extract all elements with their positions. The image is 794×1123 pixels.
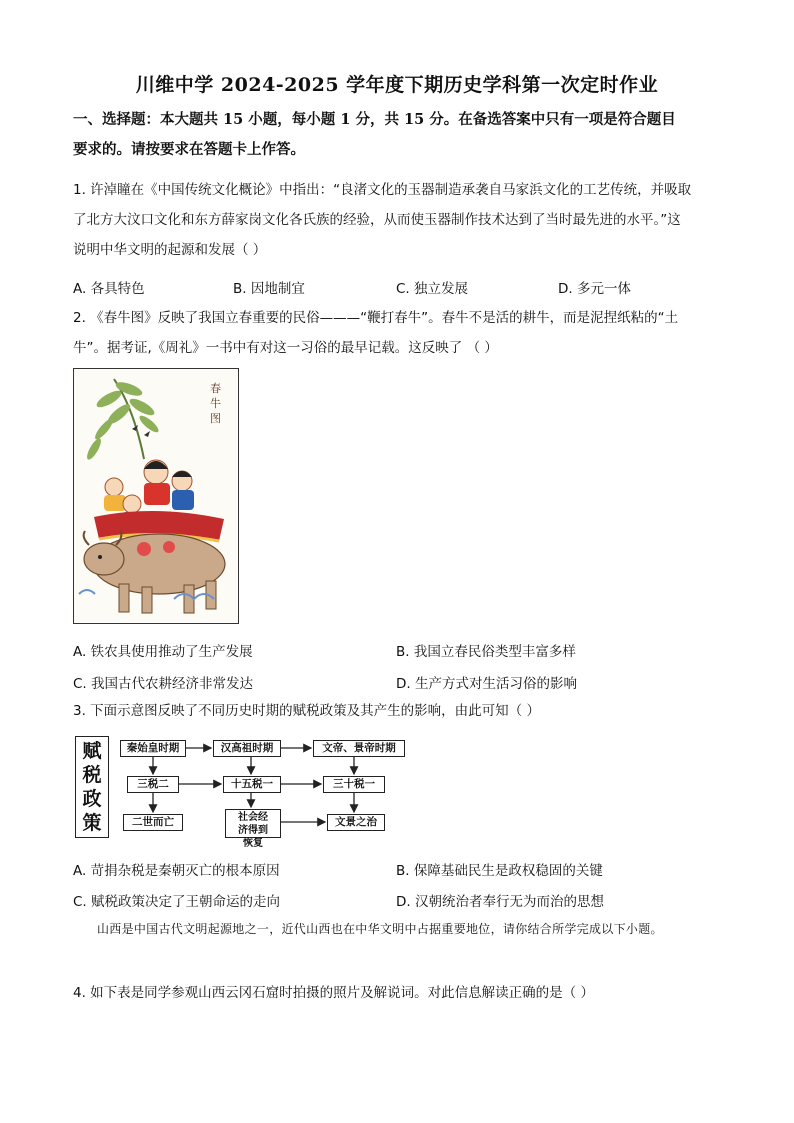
question-1-line: 1. 许淖瞳在《中国传统文化概论》中指出：“良渚文化的玉器制造承袭自马家浜文化的工艺传统，并吸取 <box>73 182 692 198</box>
question-4-stem <box>73 978 725 1008</box>
question-1-stem <box>73 175 725 265</box>
diagram-box: 十五税一 <box>223 776 281 793</box>
question-3-line: 3. 下面示意图反映了不同历史时期的赋税政策及其产生的影响，由此可知（ ） <box>73 703 540 719</box>
page-title: 川维中学 2024-2025 学年度下期历史学科第一次定时作业 <box>135 74 659 96</box>
option-b[interactable]: B. 保障基础民生是政权稳固的关键 <box>396 863 603 879</box>
question-3-stem <box>73 696 725 726</box>
option-c[interactable]: C. 独立发展 <box>396 281 469 297</box>
diagram-box: 三税二 <box>127 776 179 793</box>
question-3-options-row1 <box>73 859 733 887</box>
option-c[interactable]: C. 赋税政策决定了王朝命运的走向 <box>73 894 281 910</box>
spring-ox-painting <box>73 368 239 624</box>
option-a[interactable]: A. 各具特色 <box>73 281 145 297</box>
option-b[interactable]: B. 因地制宜 <box>233 281 305 297</box>
question-2-options-row1 <box>73 640 733 668</box>
material-intro: 山西是中国古代文明起源地之一，近代山西也在中华文明中占据重要地位，请你结合所学完成以下小题。 <box>97 922 663 936</box>
diagram-box: 文景之治 <box>327 814 385 831</box>
section-heading-line2: 要求的。请按要求在答题卡上作答。 <box>73 141 305 158</box>
diagram-box: 秦始皇时期 <box>120 740 186 757</box>
question-2-line: 2. 《春牛图》反映了我国立春重要的民俗———“鞭打春牛”。春牛不是活的耕牛，而是泥捏纸粘的“土 <box>73 310 679 326</box>
option-b[interactable]: B. 我国立春民俗类型丰富多样 <box>396 644 576 660</box>
question-2-stem <box>73 303 725 363</box>
option-a[interactable]: A. 铁农具使用推动了生产发展 <box>73 644 253 660</box>
question-1-line: 说明中华文明的起源和发展（ ） <box>73 242 267 258</box>
question-2-line: 牛”。据考证,《周礼》一书中有对这一习俗的最早记载。这反映了 （ ） <box>73 340 498 356</box>
option-d[interactable]: D. 多元一体 <box>558 281 631 297</box>
question-4-line: 4. 如下表是同学参观山西云冈石窟时拍摄的照片及解说词。对此信息解读正确的是（ ） <box>73 985 594 1001</box>
option-d[interactable]: D. 生产方式对生活习俗的影响 <box>396 676 577 692</box>
option-d[interactable]: D. 汉朝统治者奉行无为而治的思想 <box>396 894 604 910</box>
option-c[interactable]: C. 我国古代农耕经济非常发达 <box>73 676 254 692</box>
question-1-line: 了北方大汶口文化和东方薛家岗文化各氏族的经验，从而使玉器制作技术达到了当时最先进的水平。”这 <box>73 212 681 228</box>
diagram-box: 社会经济得到恢复 <box>225 809 281 838</box>
section-heading-line1: 一、选择题：本大题共 15 小题，每小题 1 分，共 15 分。在备选答案中只有一项是符合题目 <box>73 111 676 128</box>
tax-policy-diagram <box>73 734 413 849</box>
diagram-box: 三十税一 <box>323 776 385 793</box>
question-3-options-row2 <box>73 890 733 918</box>
question-1-options <box>73 277 733 305</box>
option-a[interactable]: A. 苛捐杂税是秦朝灭亡的根本原因 <box>73 863 280 879</box>
diagram-side-label: 赋税政策 <box>75 736 109 838</box>
diagram-box: 汉高祖时期 <box>213 740 281 757</box>
diagram-box: 文帝、景帝时期 <box>313 740 405 757</box>
painting-caption: 春牛图 <box>210 382 221 425</box>
diagram-box: 二世而亡 <box>123 814 183 831</box>
